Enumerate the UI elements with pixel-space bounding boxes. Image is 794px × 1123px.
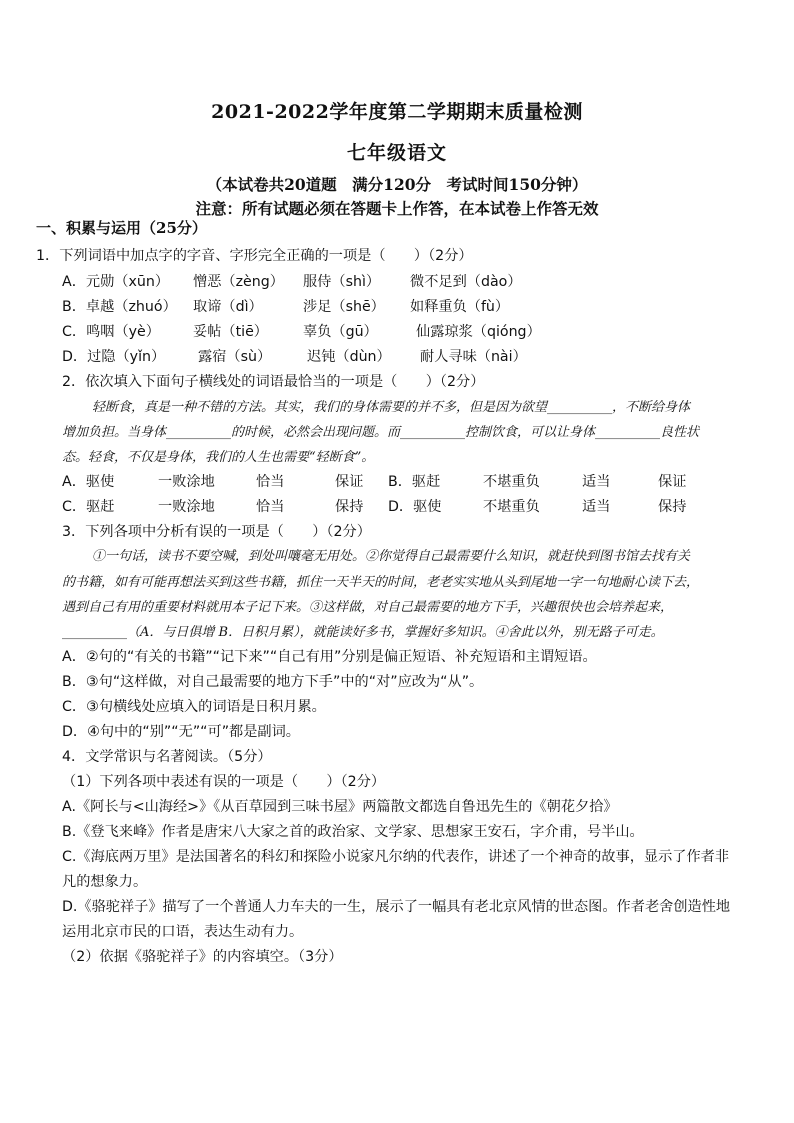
q4-option-c-line2: 凡的想象力。: [62, 874, 148, 890]
q3-option-d: D．④句中的“别”“无”“可”都是副词。: [62, 724, 300, 740]
q3-passage-line2: 的书籍，如有可能再想法买到这些书籍，抓住一天半天的时间，老老实实地从头到尾地一字一句地耐心读下去，: [62, 575, 700, 590]
q3-passage-line4: __________（A．与日俱增 B．日积月累），就能读好多书，掌握好多知识。④舍此以外，别无路子可走。: [62, 625, 664, 640]
q4-option-a: A.《阿长与<山海经>》《从百草园到三味书屋》两篇散文都选自鲁迅先生的《朝花夕拾》: [62, 799, 618, 815]
q1-option-d1: D．过隐（yǐn）: [62, 349, 166, 365]
q2-opt-a3: 恰当: [256, 474, 285, 490]
q2-passage-line1: 轻断食，真是一种不错的方法。其实，我们的身体需要的并不多，但是因为欲望__________，不断给身体: [92, 400, 691, 415]
q4-option-d-line1: D.《骆驼祥子》描写了一个普通人力车夫的一生，展示了一幅具有老北京风情的世态图。作者老舍创造性地: [62, 899, 731, 915]
section-heading: 一、积累与运用（25分）: [36, 219, 207, 237]
q2-opt-d1: D．驱使: [388, 499, 442, 515]
q2-opt-d2: 不堪重负: [483, 499, 540, 515]
q4-sub1-stem: （1）下列各项中表述有误的一项是（ ）（2分）: [62, 774, 386, 790]
q1-option-a2: 憎恶（zèng）: [193, 274, 284, 290]
q1-option-a4: 微不足到（dào）: [410, 274, 522, 290]
q1-option-a1: A．元勋（xūn）: [62, 274, 170, 290]
q4-stem: 4．文学常识与名著阅读。（5分）: [62, 749, 272, 765]
q1-option-c2: 妥帖（tiē）: [193, 324, 268, 340]
q2-opt-c3: 恰当: [256, 499, 285, 515]
q2-opt-a4: 保证: [335, 474, 364, 490]
q1-option-c1: C．鸣咽（yè）: [62, 324, 160, 340]
q1-option-b4: 如释重负（fù）: [410, 299, 510, 315]
q2-opt-d3: 适当: [582, 499, 611, 515]
q1-option-b3: 涉足（shē）: [303, 299, 385, 315]
q2-opt-b4: 保证: [658, 474, 687, 490]
q1-option-c4: 仙露琼浆（qióng）: [416, 324, 541, 340]
q1-option-d4: 耐人寻味（nài）: [420, 349, 527, 365]
q1-option-d2: 露宿（sù）: [198, 349, 272, 365]
q4-option-c-line1: C.《海底两万里》是法国著名的科幻和探险小说家凡尔纳的代表作，讲述了一个神奇的故事，显示了作者非: [62, 849, 730, 865]
q2-opt-b1: B．驱赶: [388, 474, 441, 490]
q2-opt-b3: 适当: [582, 474, 611, 490]
q3-option-b: B．③句“这样做，对自己最需要的地方下手”中的“对”应改为“从”。: [62, 674, 484, 690]
q4-sub2-stem: （2）依据《骆驼祥子》的内容填空。（3分）: [62, 949, 343, 965]
exam-title: 2021-2022学年度第二学期期末质量检测: [211, 101, 583, 123]
q2-opt-c2: 一败涂地: [158, 499, 215, 515]
exam-info: （本试卷共20道题 满分120分 考试时间150分钟）: [206, 175, 588, 194]
q2-opt-b2: 不堪重负: [483, 474, 540, 490]
q2-opt-c1: C．驱赶: [62, 499, 115, 515]
q3-passage-line1: ①一句话，读书不要空喊，到处叫嚷毫无用处。②你觉得自己最需要什么知识，就赶快到图书馆去找有关: [92, 549, 691, 564]
q3-passage-line3: 遇到自己有用的重要材料就用本子记下来。③这样做，对自己最需要的地方下手，兴趣很快也会培养起来，: [62, 600, 674, 615]
q3-option-a: A．②句的“有关的书籍”“记下来”“自己有用”分别是偏正短语、补充短语和主谓短语。: [62, 649, 597, 665]
q3-stem: 3．下列各项中分析有误的一项是（ ）（2分）: [62, 524, 371, 540]
q1-option-c3: 辜负（gū）: [303, 324, 378, 340]
q4-option-b: B.《登飞来峰》作者是唐宋八大家之首的政治家、文学家、思想家王安石，字介甫，号半山。: [62, 824, 644, 840]
q2-opt-d4: 保持: [658, 499, 687, 515]
q1-stem: 1．下列词语中加点字的字音、字形完全正确的一项是（ ）（2分）: [36, 248, 473, 264]
q1-option-b1: B．卓越（zhuó）: [62, 299, 177, 315]
q4-option-d-line2: 运用北京市民的口语，表达生动有力。: [62, 924, 304, 940]
q2-stem: 2．依次填入下面句子横线处的词语最恰当的一项是（ ）（2分）: [62, 374, 485, 390]
q2-opt-a1: A．驱使: [62, 474, 115, 490]
q2-opt-a2: 一败涂地: [158, 474, 215, 490]
q2-opt-c4: 保持: [335, 499, 364, 515]
q2-passage-line3: 态。轻食，不仅是身体，我们的人生也需要“轻断食”。: [62, 450, 375, 465]
q1-option-a3: 服侍（shì）: [303, 274, 381, 290]
exam-notice: 注意：所有试题必须在答题卡上作答，在本试卷上作答无效: [195, 199, 599, 218]
q1-option-b2: 取谛（dì）: [193, 299, 263, 315]
q3-option-c: C．③句横线处应填入的词语是日积月累。: [62, 699, 326, 715]
q2-passage-line2: 增加负担。当身体__________的时候，必然会出现问题。而__________控制饮食，可以让身体__________良性状: [62, 425, 700, 440]
exam-subject: 七年级语文: [346, 142, 447, 164]
q1-option-d3: 迟钝（dùn）: [307, 349, 391, 365]
